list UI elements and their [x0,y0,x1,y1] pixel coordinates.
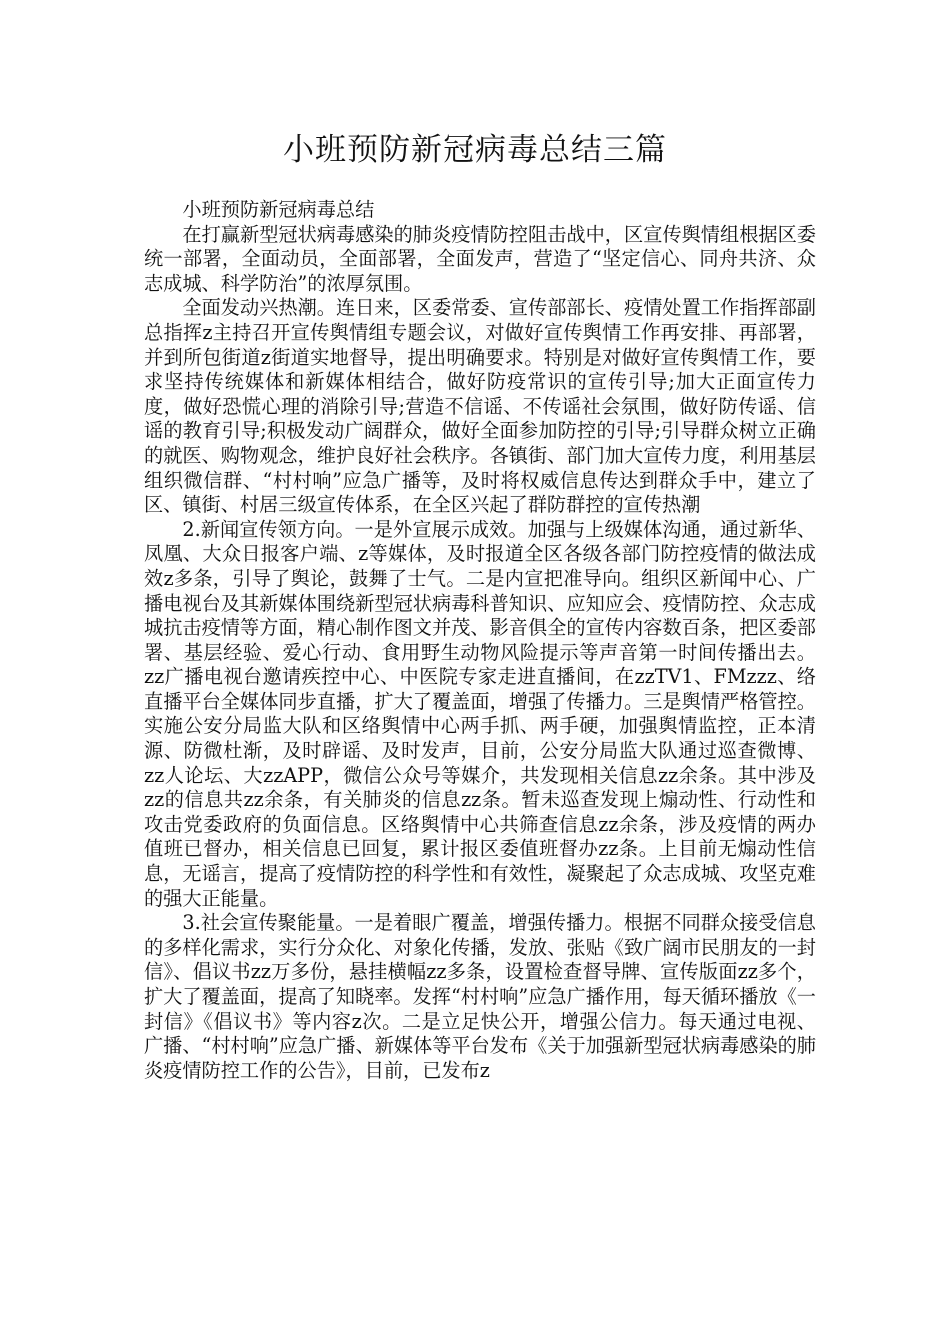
paragraph-news-publicity: 2.新闻宣传领方向。一是外宣展示成效。加强与上级媒体沟通，通过新华、凤凰、大众日报客户端、z等媒体，及时报道全区各级各部门防控疫情的做法成效z多条，引导了舆论，鼓舞了士气。二是内宣把准导向。组织区新闻中心、广播电视台及其新媒体围绕新型冠状病毒科普知识、应知应会、疫情防控、众志成城抗击疫情等方面，精心制作图文并茂、影音俱全的宣传内容数百条，把区委部署、基层经验、爱心行动、食用野生动物风险提示等声音第一时间传播出去。zz广播电视台邀请疾控中心、中医院专家走进直播间，在zzTV1、FMzzz、络直播平台全媒体同步直播，扩大了覆盖面，增强了传播力。三是舆情严格管控。实施公安分局监大队和区络舆情中心两手抓、两手硬，加强舆情监控，正本清源、防微杜渐，及时辟谣、及时发声，目前，公安分局监大队通过巡查微博、zz人论坛、大zzAPP，微信公众号等媒介，共发现相关信息zz余条。其中涉及zz的信息共zz余条，有关肺炎的信息zz条。暂未巡查发现上煽动性、行动性和攻击党委政府的负面信息。区络舆情中心共筛查信息zz余条，涉及疫情的两办值班已督办，相关信息已回复，累计报区委值班督办zz条。上目前无煽动性信息，无谣言，提高了疫情防控的科学性和有效性，凝聚起了众志成城、攻坚克难的强大正能量。 [144,517,816,910]
paragraph-mobilization: 全面发动兴热潮。连日来，区委常委、宣传部部长、疫情处置工作指挥部副总指挥z主持召开宣传舆情组专题会议，对做好宣传舆情工作再安排、再部署，并到所包街道z街道实地督导，提出明确要求。特别是对做好宣传舆情工作，要求坚持传统媒体和新媒体相结合，做好防疫常识的宣传引导;加大正面宣传力度，做好恐慌心理的消除引导;营造不信谣、不传谣社会氛围，做好防传谣、信谣的教育引导;积极发动广阔群众，做好全面参加防控的引导;引导群众树立正确的就医、购物观念，维护良好社会秩序。各镇街、部门加大宣传力度，利用基层组织微信群、“村村响”应急广播等，及时将权威信息传达到群众手中，建立了区、镇街、村居三级宣传体系，在全区兴起了群防群控的宣传热潮 [144,296,816,517]
document-body [144,198,816,1083]
paragraph-intro: 在打赢新型冠状病毒感染的肺炎疫情防控阻击战中，区宣传舆情组根据区委统一部署，全面动员，全面部署，全面发声，营造了“坚定信心、同舟共济、众志成城、科学防治”的浓厚氛围。 [144,222,816,295]
document-title: 小班预防新冠病毒总结三篇 [283,132,667,168]
paragraph-social-publicity: 3.社会宣传聚能量。一是着眼广覆盖，增强传播力。根据不同群众接受信息的多样化需求，实行分众化、对象化传播，发放、张贴《致广阔市民朋友的一封信》、倡议书zz万多份，悬挂横幅zz多条，设置检查督导牌、宣传版面zz多个，扩大了覆盖面，提高了知晓率。发挥“村村响”应急广播作用，每天循环播放《一封信》《倡议书》等内容z次。二是立足快公开，增强公信力。每天通过电视、广播、“村村响”应急广播、新媒体等平台发布《关于加强新型冠状病毒感染的肺炎疫情防控工作的公告》，目前，已发布z [144,911,816,1082]
document-subtitle: 小班预防新冠病毒总结 [182,198,375,221]
